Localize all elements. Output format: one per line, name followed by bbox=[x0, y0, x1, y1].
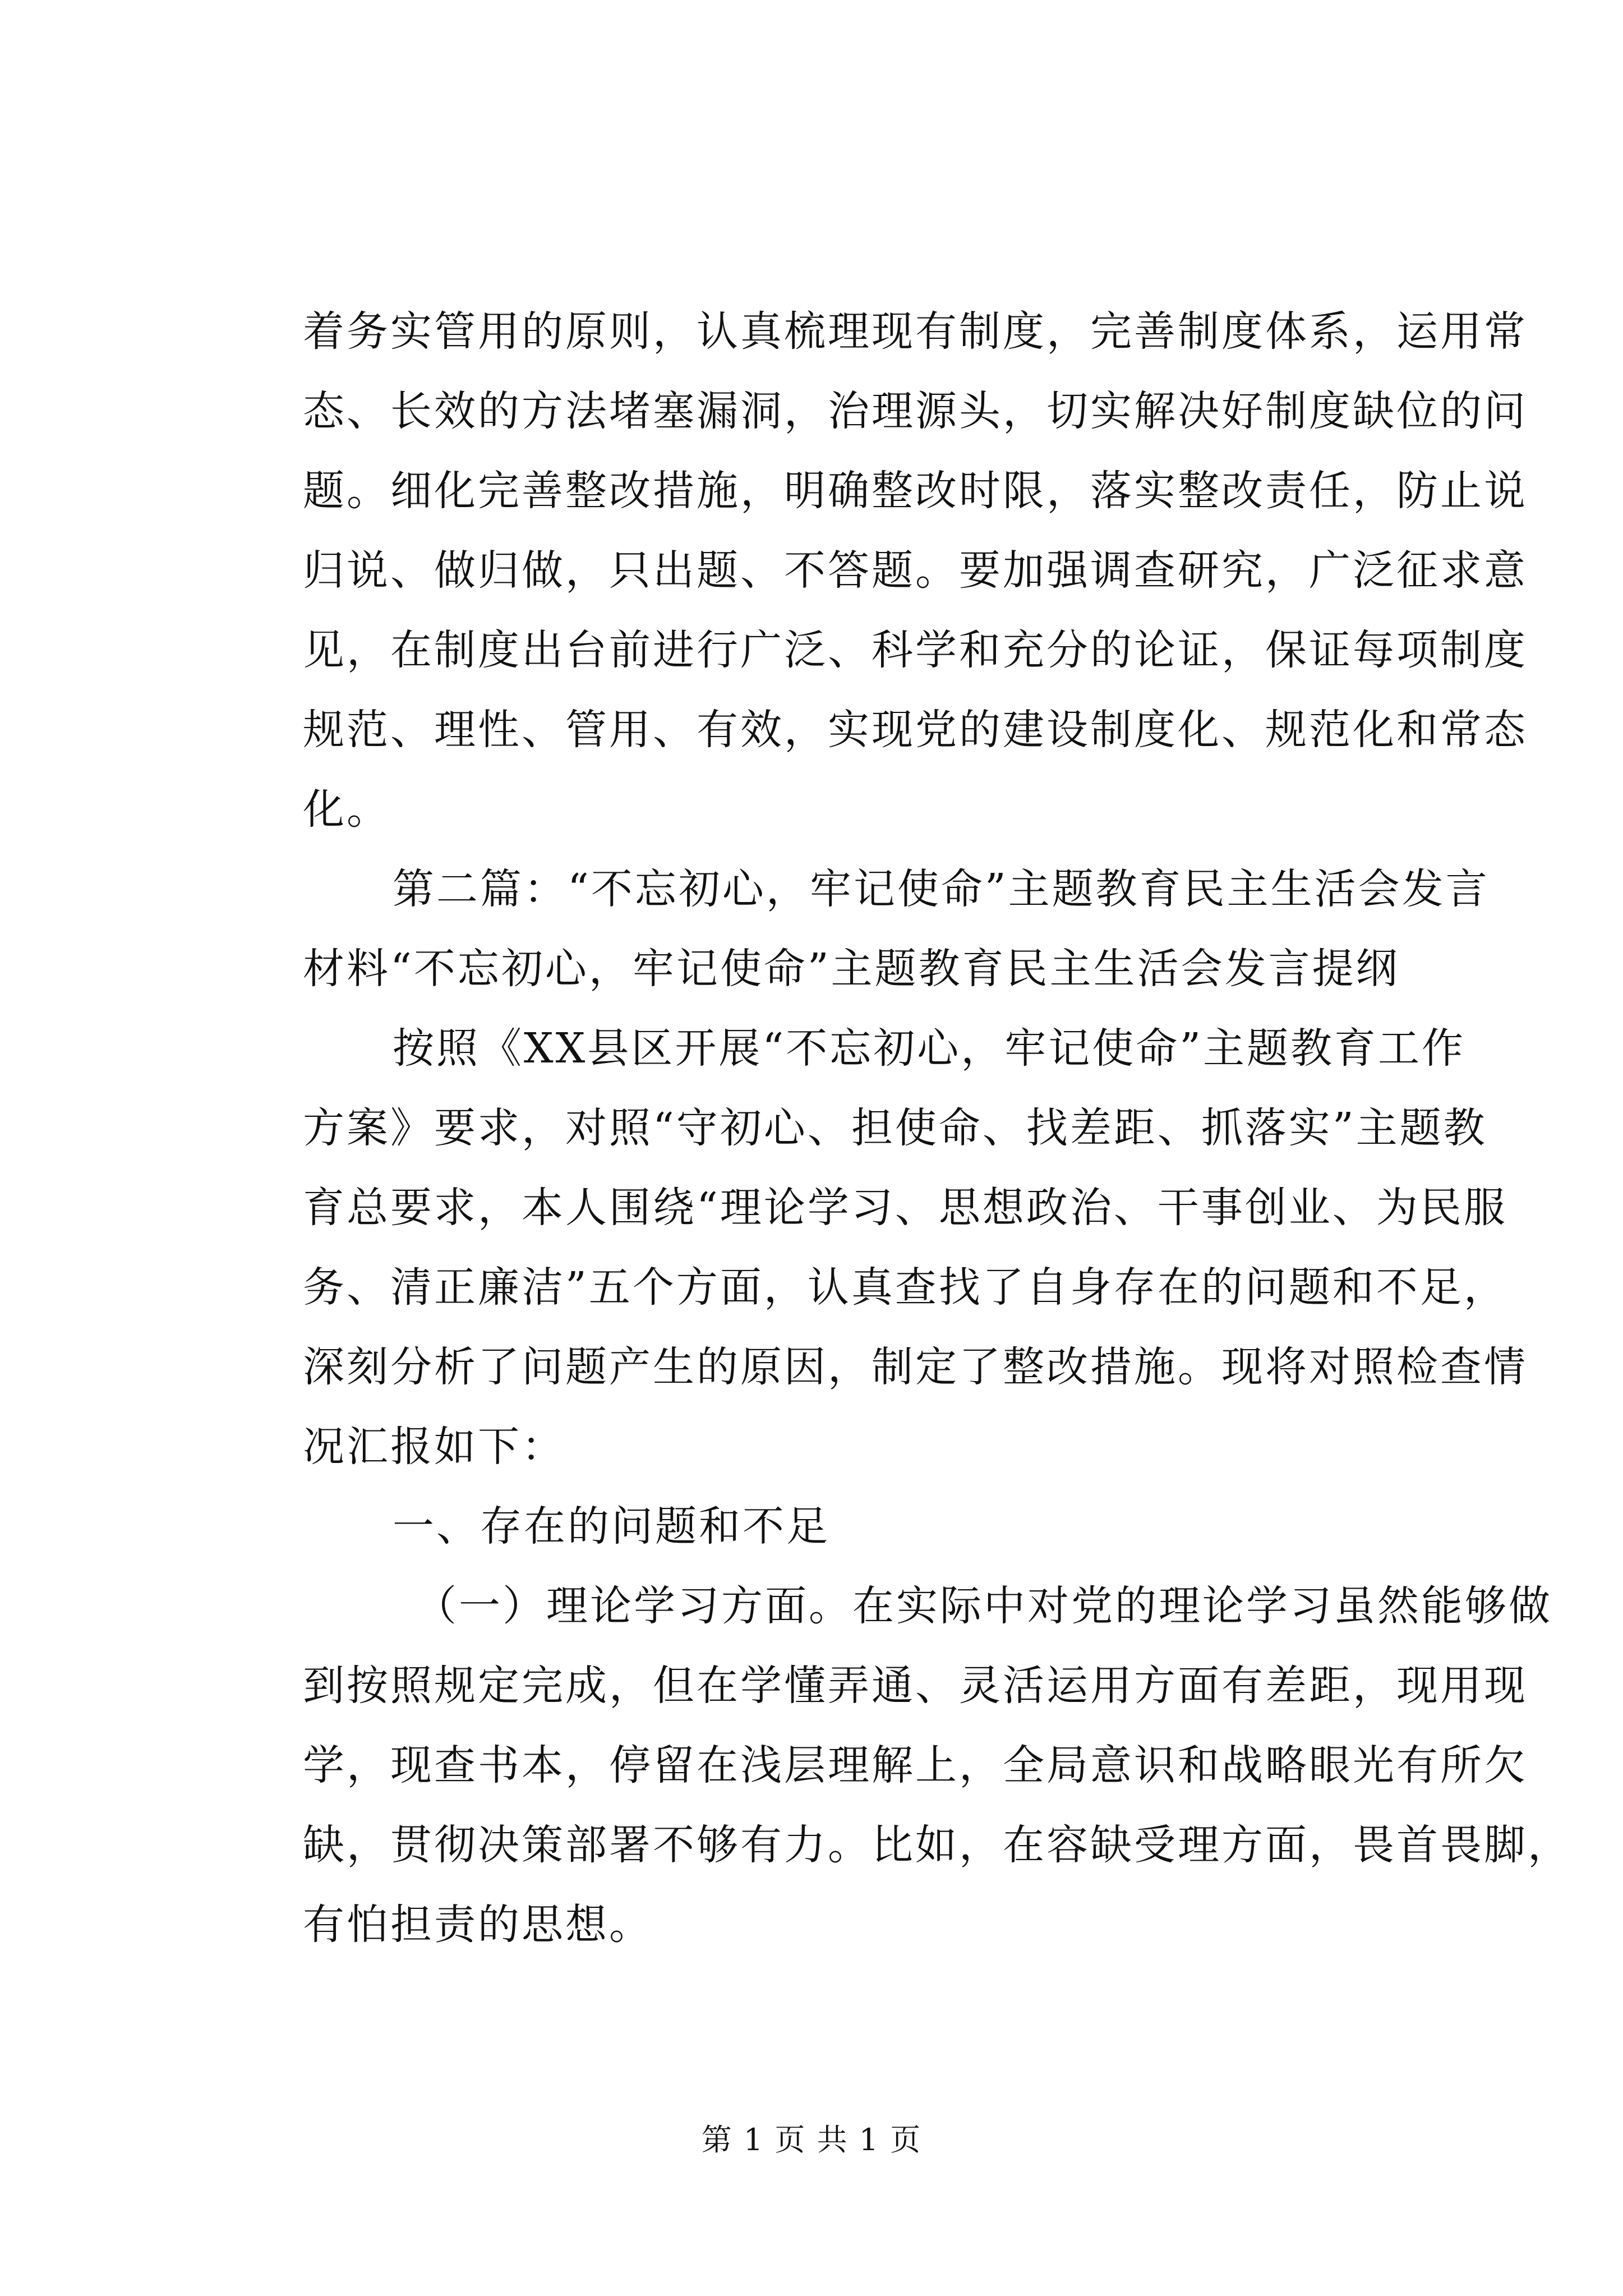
text-line: 况汇报如下： bbox=[303, 1423, 565, 1471]
text-line: 有怕担责的思想。 bbox=[303, 1901, 653, 1949]
text-line: 态、长效的方法堵塞漏洞，治理源头，切实解决好制度缺位的问 bbox=[303, 387, 1528, 435]
text-line: 方案》要求，对照“守初心、担使命、找差距、抓落实”主题教 bbox=[303, 1104, 1487, 1152]
document-body bbox=[303, 292, 1571, 1964]
section-heading-line: 第二篇：“不忘初心，牢记使命”主题教育民主生活会发言 bbox=[393, 865, 1490, 913]
subheading-line: 一、存在的问题和不足 bbox=[393, 1502, 830, 1550]
text-line: 着务实管用的原则，认真梳理现有制度，完善制度体系，运用常 bbox=[303, 307, 1528, 356]
section-heading-line: 材料“不忘初心，牢记使命”主题教育民主生活会发言提纲 bbox=[303, 945, 1400, 993]
text-line: 育总要求，本人围绕“理论学习、思想政治、干事创业、为民服 bbox=[303, 1184, 1507, 1232]
text-line: 到按照规定完成，但在学懂弄通、灵活运用方面有差距，现用现 bbox=[303, 1662, 1528, 1710]
text-line: （一）理论学习方面。在实际中对党的理论学习虽然能够做 bbox=[415, 1582, 1552, 1630]
text-line: 化。 bbox=[303, 785, 390, 834]
text-line: 按照《XX县区开展“不忘初心，牢记使命”主题教育工作 bbox=[393, 1024, 1466, 1073]
text-line: 务、清正廉洁”五个方面，认真查找了自身存在的问题和不足， bbox=[303, 1263, 1507, 1312]
text-line: 题。细化完善整改措施，明确整改时限，落实整改责任，防止说 bbox=[303, 467, 1528, 515]
text-line: 缺，贯彻决策部署不够有力。比如，在容缺受理方面，畏首畏脚， bbox=[303, 1821, 1571, 1869]
text-line: 学，现查书本，停留在浅层理解上，全局意识和战略眼光有所欠 bbox=[303, 1741, 1528, 1789]
text-line: 归说、做归做，只出题、不答题。要加强调查研究，广泛征求意 bbox=[303, 546, 1528, 595]
page-footer: 第 1 页 共 1 页 bbox=[701, 2122, 922, 2157]
text-line: 深刻分析了问题产生的原因，制定了整改措施。现将对照检查情 bbox=[303, 1343, 1528, 1391]
text-line: 见，在制度出台前进行广泛、科学和充分的论证，保证每项制度 bbox=[303, 626, 1528, 674]
text-line: 规范、理性、管用、有效，实现党的建设制度化、规范化和常态 bbox=[303, 706, 1528, 754]
